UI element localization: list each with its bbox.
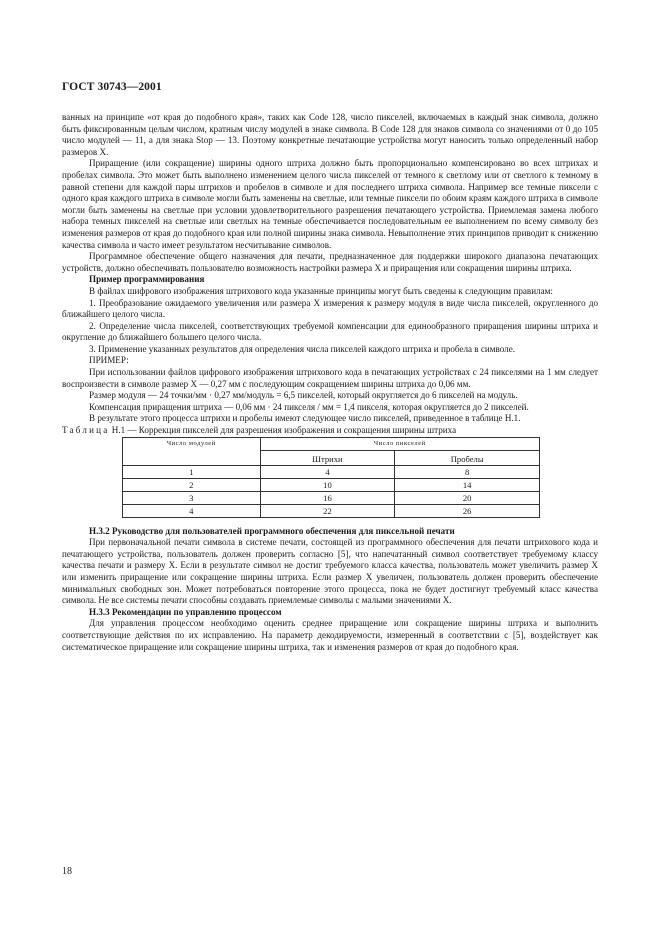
body-paragraph: Размер модуля — 24 точки/мм · 0,27 мм/модуль = 6,5 пикселей, который округляется до 6 пикселей на модуль. (89, 390, 518, 401)
table-caption-lead: Таблица (62, 425, 110, 436)
body-paragraph: ванных на принципе «от края до подобного края», таких как Code 128, число пикселей, включаемых в каждый знак символа, должно быть фиксированным целым числом, кратным числу модулей в знаке символа. В Code 128 для знаков символа со значениями от 0 до 105 число модулей — 11, а для знака Stop — 13. Поэтому конкретные печатающие устройства могут наносить только определенный набор размеров X. (62, 112, 598, 157)
standard-title: ГОСТ 30743—2001 (62, 81, 162, 93)
table-row (123, 491, 540, 504)
example-heading: Пример программирования (89, 274, 205, 285)
rule-item: 3. Применение указанных результатов для определения числа пикселей каждого штриха и пробела в символе. (89, 343, 516, 354)
table-row (123, 465, 540, 478)
header-pixels: Число пикселей (260, 437, 539, 450)
table-caption (62, 425, 598, 437)
document-body (62, 112, 598, 653)
body-paragraph: При первоначальной печати символа в системе печати, состоящей из программного обеспечения для печати штрихового кода и печатающего устройства, пользователь должен проверить согласно [5], что напечатанный символ соответствует требуемому классу качества печати и размеру X. Если в результате символ не достиг требуемого класса качества, пользователь может увеличить размер X или изменить приращение или сокращение ширины штриха. Если размер X увеличен, пользователь должен проверить обеспечение минимальных свободных зон. Может потребоваться повторение этого процесса, пока не будет достигнут требуемый класс качества символа. Не все системы печати способны создавать приемлемые символы с малыми значениями X. (62, 537, 598, 606)
page-number: 18 (62, 866, 72, 877)
cell-spaces: 8 (395, 465, 540, 478)
cell-spaces: 14 (395, 478, 540, 491)
subheader-spaces: Пробелы (395, 450, 540, 465)
cell-spaces: 26 (395, 504, 540, 517)
rule-item: 2. Определение числа пикселей, соответствующих требуемой компенсации для единообразного приращения ширины штриха и округление до ближайшего большего целого числа. (62, 320, 598, 343)
example-label: ПРИМЕР: (89, 355, 129, 366)
section-heading-h33: Н.3.3 Рекомендации по управлению процессом (89, 606, 282, 617)
subheader-bars: Штрихи (260, 450, 395, 465)
cell-spaces: 20 (395, 491, 540, 504)
body-paragraph: В файлах шифрового изображения штрихового кода указанные принципы могут быть сведены к следующим правилам: (89, 285, 553, 296)
body-paragraph: Для управления процессом необходимо оценить среднее приращение или сокращение ширины штриха и выполнить соответствующие действия по их исправлению. На параметр декодируемости, измеренный в соответствии с [5], воздействует как систематическое приращение или сокращение ширины штриха, так и изменения размеров от края до подобного края. (62, 618, 598, 652)
cell-modules: 2 (123, 478, 261, 491)
body-paragraph: При использовании файлов цифрового изображения штрихового кода в печатающих устройствах с 24 пикселями на 1 мм следует воспроизвести в символе размер X — 0,27 мм с последующим сокращением ширины штриха до 0,06 мм. (62, 367, 598, 389)
body-paragraph: Программное обеспечение общего назначения для печати, предназначенное для поддержки широкого диапазона печатающих устройств, должно обеспечивать пользователю возможность настройки размера X и приращения или сокращения ширины штриха. (62, 251, 598, 273)
body-paragraph: В результате этого процесса штрихи и пробелы имеют следующее число пикселей, приведенное в таблице Н.1. (89, 413, 521, 424)
cell-bars: 4 (260, 465, 395, 478)
body-paragraph: Приращение (или сокращение) ширины одного штриха должно быть пропорционально компенсировано во всех штрихах и пробелах символа. Это может быть выполнено изменением целого числа пикселей от темного к светлому или от светлого к темному в равной степени для каждой пары штрихов и пробелов в символе и для последнего штриха символа. Например все темные пиксели с одного края каждого штриха в символе могли быть заменены на светлые, или темные пиксели по обоим краям каждого штриха в символе могли быть заменены на светлые при условии удовлетворительного разрешения печатающего устройства. Приемлемая замена любого набора темных пикселей на светлые или светлых на темные обеспечивается последовательным ее выполнением по всему символу без изменения размеров от края до подобного края или полной ширины знака символа. Невыполнение этих принципов приводит к снижению качества символа и часто имеет результатом несчитывание символов. (62, 158, 598, 250)
body-paragraph: Компенсация приращения штриха — 0,06 мм · 24 пикселя / мм = 1,4 пикселя, которая округляется до 2 пикселей. (89, 401, 529, 412)
cell-bars: 16 (260, 491, 395, 504)
table-row (123, 478, 540, 491)
cell-bars: 22 (260, 504, 395, 517)
pixel-correction-table (122, 437, 540, 518)
table-caption-text: Н.1 — Коррекция пикселей для разрешения изображения и сокращения ширины штриха (109, 425, 457, 436)
cell-modules: 4 (123, 504, 261, 517)
section-heading-h32: Н.3.2 Руководство для пользователей программного обеспечения для пиксельной печати (89, 525, 455, 536)
cell-bars: 10 (260, 478, 395, 491)
cell-modules: 1 (123, 465, 261, 478)
cell-modules: 3 (123, 491, 261, 504)
table-row (123, 504, 540, 517)
header-modules: Число модулей (123, 437, 261, 465)
rule-item: 1. Преобразование ожидаемого увеличения или размера X измерения к размеру модуля в виде числа пикселей, округленного до ближайшего целого числа. (62, 297, 598, 320)
